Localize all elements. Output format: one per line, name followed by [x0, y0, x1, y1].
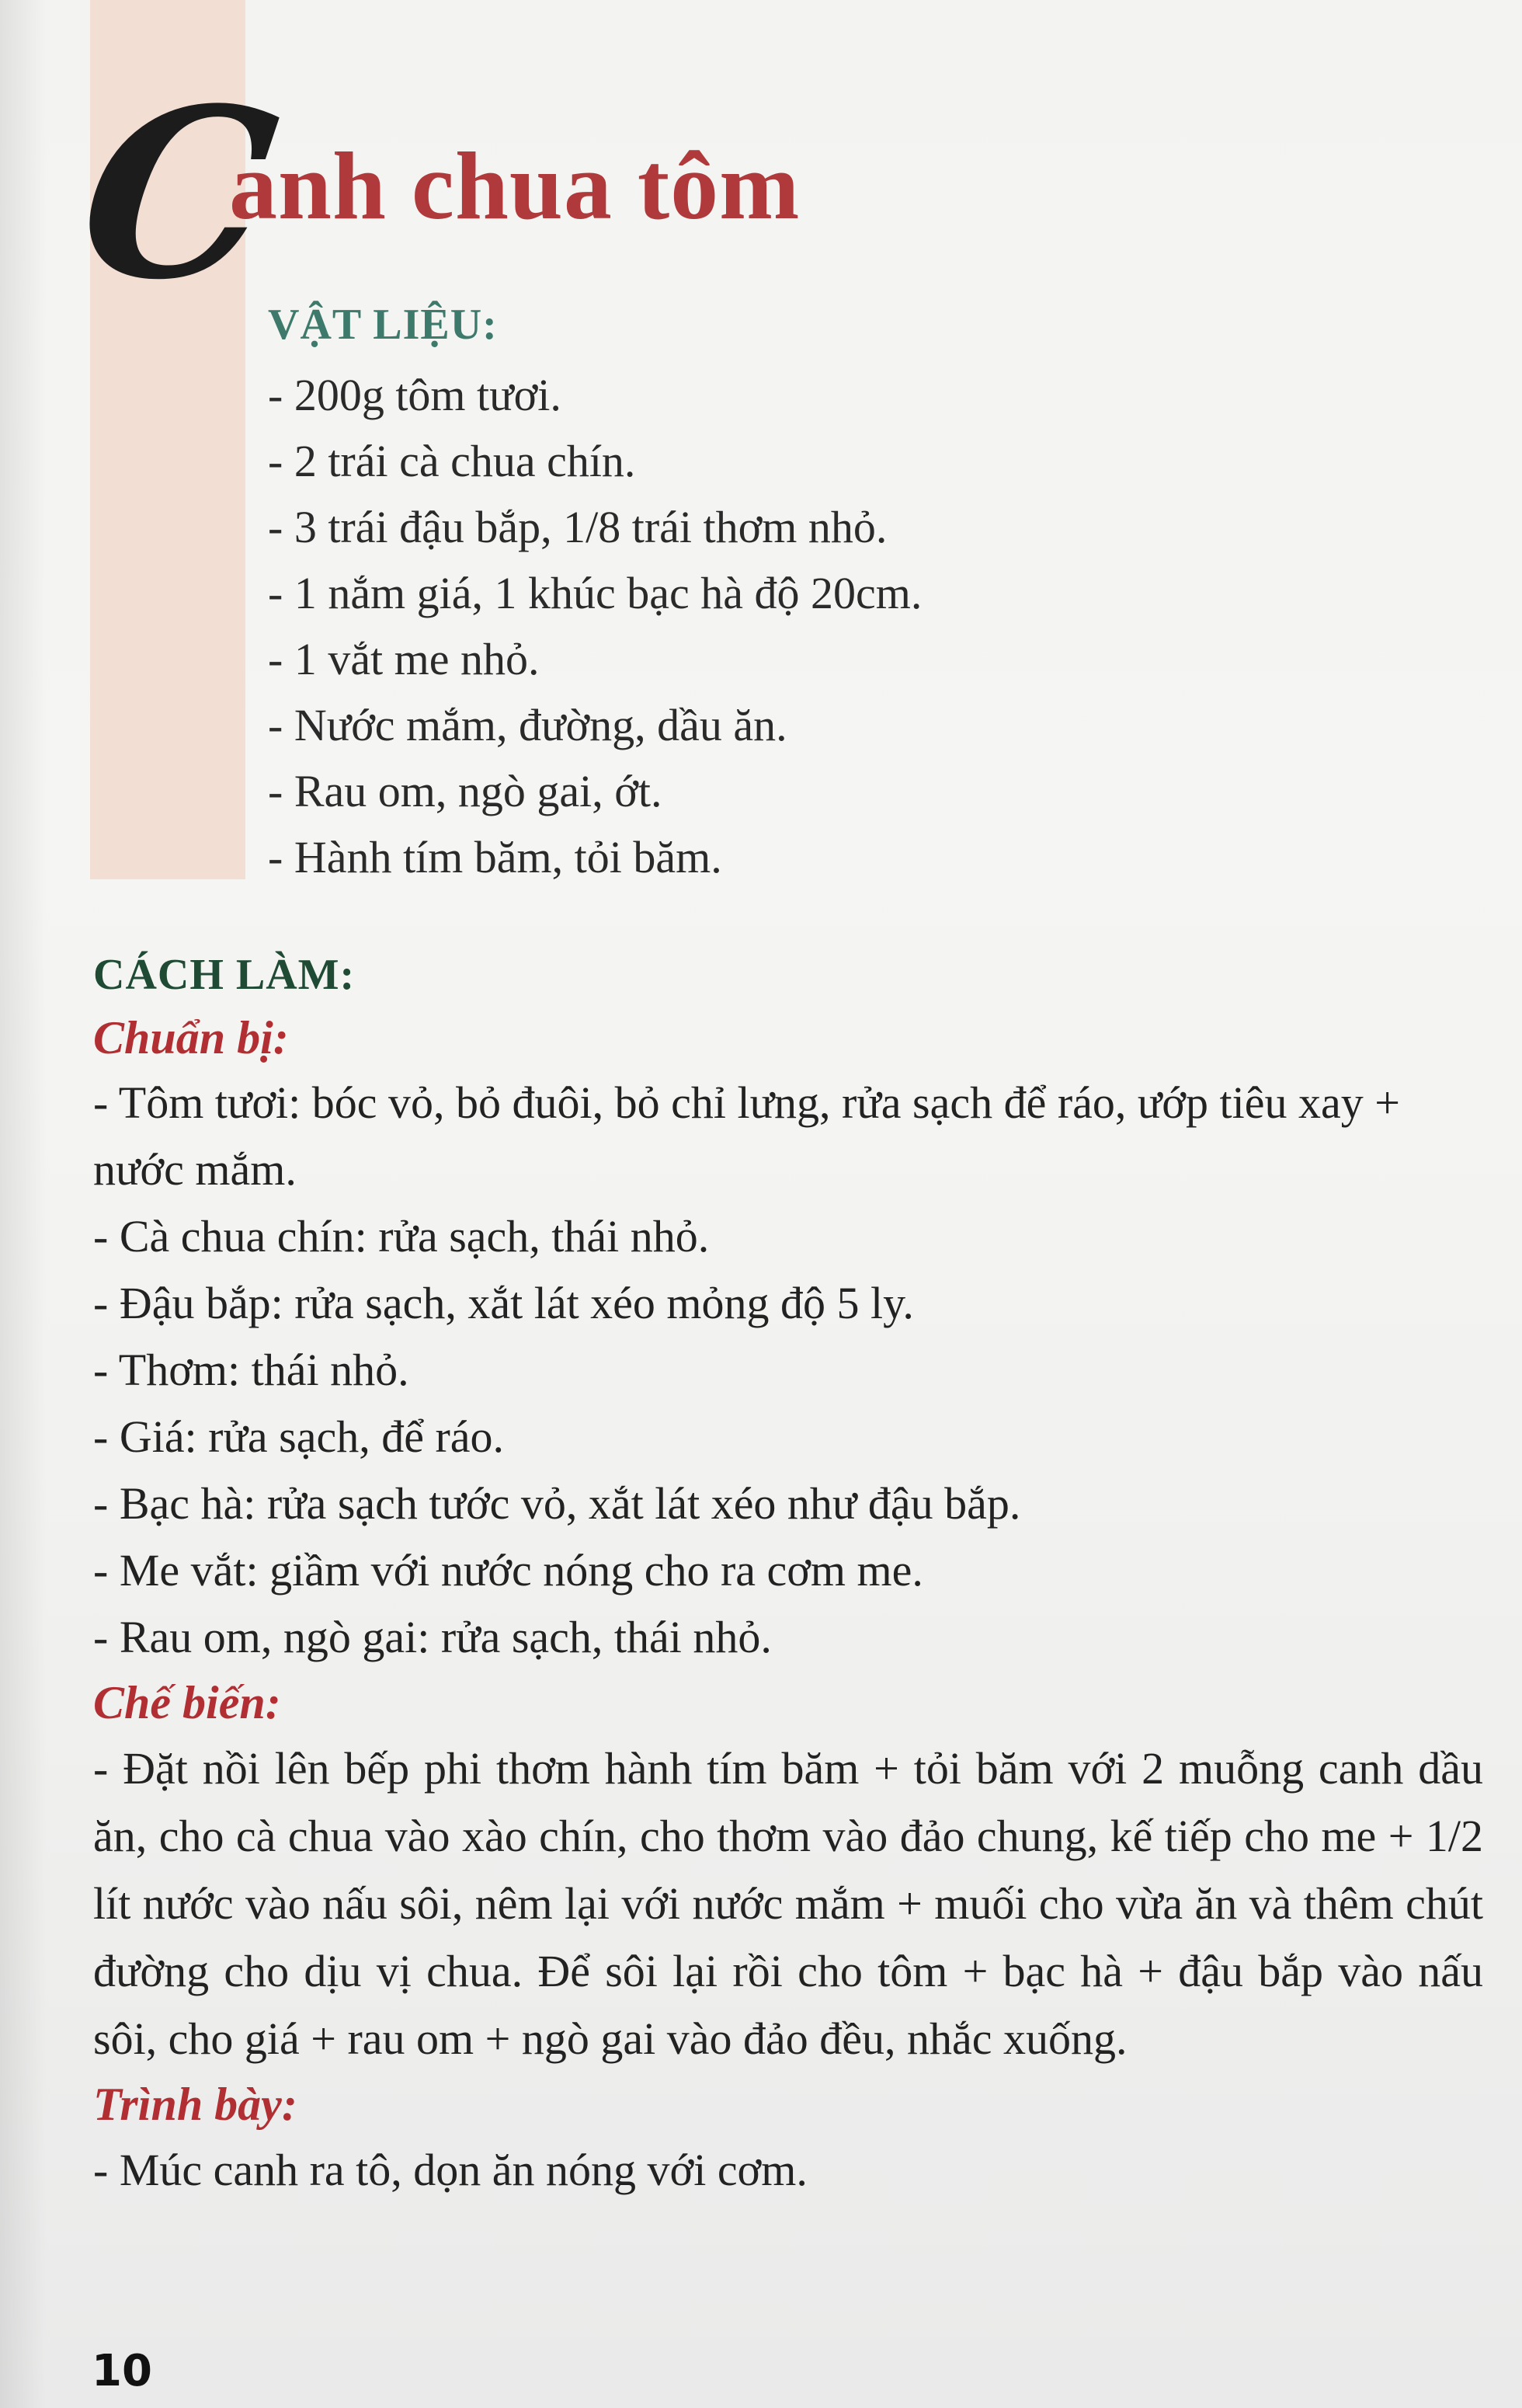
prep-step: - Bạc hà: rửa sạch tước vỏ, xắt lát xéo như đậu bắp. [93, 1478, 1021, 1529]
ingredient-item: - 1 nắm giá, 1 khúc bạc hà độ 20cm. [268, 568, 923, 618]
ingredients-list [268, 362, 1433, 890]
page-number: 10 [92, 2346, 152, 2396]
prep-step: - Cà chua chín: rửa sạch, thái nhỏ. [93, 1211, 710, 1261]
ingredient-item: - Hành tím băm, tỏi băm. [268, 832, 722, 882]
prep-step: - Me vắt: giầm với nước nóng cho ra cơm me. [93, 1545, 923, 1595]
ingredients-section [268, 295, 1433, 890]
method-heading: CÁCH LÀM: [93, 951, 356, 999]
ingredient-item: - Rau om, ngò gai, ớt. [268, 766, 662, 816]
prep-step: - Giá: rửa sạch, để ráo. [93, 1411, 505, 1462]
prep-heading: Chuẩn bị: [93, 1012, 289, 1063]
prep-step: - Rau om, ngò gai: rửa sạch, thái nhỏ. [93, 1612, 772, 1662]
prep-step: - Thơm: thái nhỏ. [93, 1345, 409, 1395]
cook-instructions: - Đặt nồi lên bếp phi thơm hành tím băm + tỏi băm với 2 muỗng canh dầu ăn, cho cà chua vào xào chín, cho thơm vào đảo chung, kế tiếp cho me + 1/2 lít nước vào nấu sôi, nêm lại với nước mắm + muối cho vừa ăn và thêm chút đường cho dịu vị chua. Để sôi lại rồi cho tôm + bạc hà + đậu bắp vào nấu sôi, cho giá + rau om + ngò gai vào đảo đều, nhắc xuống. [93, 1743, 1483, 2064]
title-text: anh chua tôm [229, 133, 801, 239]
ingredient-item: - 200g tôm tươi. [268, 370, 561, 420]
page-edge-shadow [0, 0, 47, 2408]
ingredient-item: - 3 trái đậu bắp, 1/8 trái thơm nhỏ. [268, 502, 888, 552]
ingredient-item: - Nước mắm, đường, dầu ăn. [268, 700, 787, 750]
ingredient-item: - 1 vắt me nhỏ. [268, 634, 540, 684]
cook-heading: Chế biến: [93, 1677, 281, 1728]
prep-steps-list [93, 1070, 1483, 1671]
serve-instructions: - Múc canh ra tô, dọn ăn nóng với cơm. [93, 2145, 808, 2195]
title-initial-letter: C [66, 57, 290, 331]
serve-heading: Trình bày: [93, 2079, 297, 2130]
prep-step: - Đậu bắp: rửa sạch, xắt lát xéo mỏng độ 5 ly. [93, 1278, 914, 1328]
ingredients-heading: VẬT LIỆU: [268, 301, 498, 349]
method-section [93, 944, 1483, 2204]
prep-step: - Tôm tươi: bóc vỏ, bỏ đuôi, bỏ chỉ lưng, rửa sạch để ráo, ướp tiêu xay + nước mắm. [93, 1077, 1400, 1195]
ingredient-item: - 2 trái cà chua chín. [268, 436, 636, 486]
